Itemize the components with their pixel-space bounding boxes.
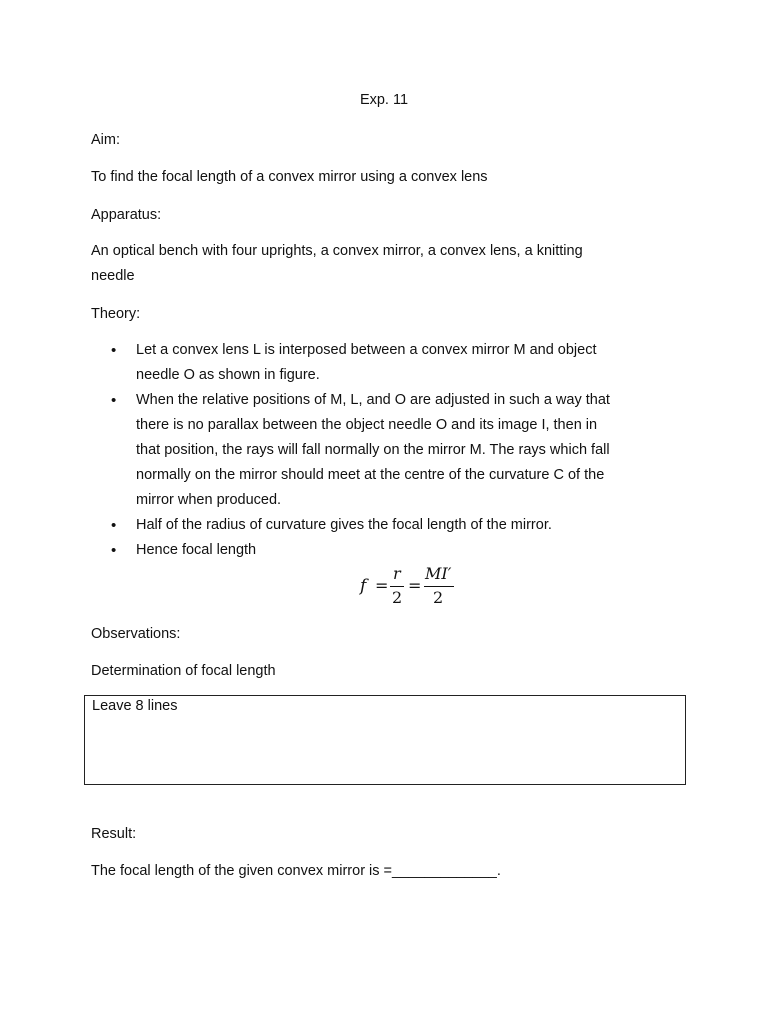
result-text: The focal length of the given convex mirror is =_____________. [91,863,501,879]
observations-subheading: Determination of focal length [91,663,276,679]
formula-lhs: f [360,576,367,596]
theory-bullet-2-line-4: normally on the mirror should meet at the centre of the curvature C of the [136,467,605,483]
formula-denominator-2: 2 [433,588,444,607]
apparatus-text-line-2: needle [91,268,135,284]
theory-heading: Theory: [91,306,141,322]
formula-denominator-1: 2 [392,588,403,607]
theory-bullet-2-line-5: mirror when produced. [136,492,282,508]
theory-bullet-1-line-1: Let a convex lens L is interposed between a convex mirror M and object [136,342,597,358]
result-heading: Result: [91,826,137,842]
formula-fraction-bar-1 [390,586,404,587]
formula-numerator-2: MI′ [425,564,452,583]
theory-bullet-4-line-1: Hence focal length [136,542,257,558]
experiment-title: Exp. 11 [359,92,409,108]
formula-numerator-1: r [393,564,401,583]
aim-text: To find the focal length of a convex mirror using a convex lens [91,169,488,185]
formula-fraction-bar-2 [424,586,454,587]
theory-bullet-2 [109,388,610,513]
observation-blank-box [84,695,686,785]
apparatus-text-line-1: An optical bench with four uprights, a convex mirror, a convex lens, a knitting [91,243,583,259]
formula-equals-2: = [408,576,422,595]
theory-bullet-4 [109,538,610,563]
focal-length-formula [358,562,458,610]
theory-bullet-2-line-2: there is no parallax between the object needle O and its image I, then in [136,417,598,433]
theory-bullet-3 [109,513,610,538]
apparatus-heading: Apparatus: [91,207,162,223]
theory-bullet-1-line-2: needle O as shown in figure. [136,367,320,383]
formula-equals-1: = [375,576,389,595]
theory-bullet-2-line-1: When the relative positions of M, L, and O are adjusted in such a way that [136,392,610,408]
theory-bullet-1 [109,338,610,388]
theory-bullet-2-line-3: that position, the rays will fall normally on the mirror M. The rays which fall [136,442,610,458]
observation-box-label: Leave 8 lines [92,698,178,714]
theory-bullet-list [109,338,610,563]
aim-heading: Aim: [91,132,120,148]
observations-heading: Observations: [91,626,181,642]
theory-bullet-3-line-1: Half of the radius of curvature gives the focal length of the mirror. [136,517,552,533]
